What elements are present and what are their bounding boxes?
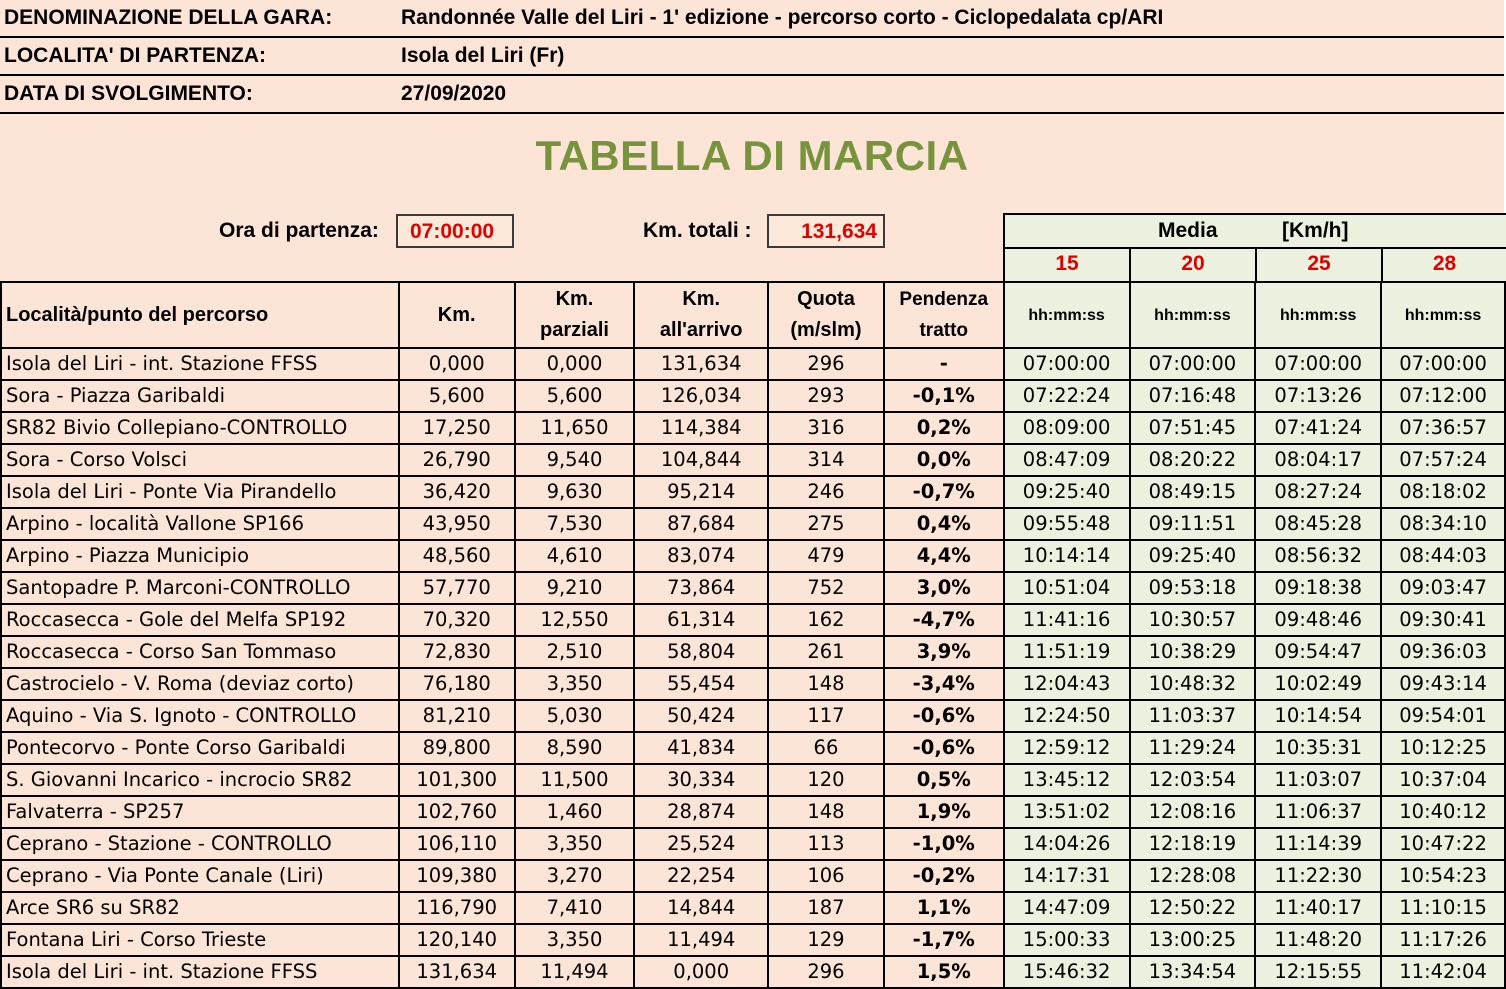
cell-km-parziali[interactable]: 3,350 [515, 924, 635, 956]
cell-time-20[interactable]: 12:28:08 [1130, 860, 1256, 892]
cell-pendenza[interactable]: 3,0% [884, 572, 1004, 604]
cell-time-15[interactable]: 12:59:12 [1004, 732, 1130, 764]
header-quota-line2: (m/slm) [790, 319, 862, 341]
cell-localita[interactable]: Arpino - località Vallone SP166 [1, 508, 399, 540]
cell-localita[interactable]: Pontecorvo - Ponte Corso Garibaldi [1, 732, 399, 764]
cell-time-28[interactable]: 09:36:03 [1381, 636, 1505, 668]
cell-km-arrivo[interactable]: 131,634 [634, 348, 768, 380]
cell-km-arrivo[interactable]: 28,874 [634, 796, 768, 828]
cell-time-25[interactable]: 08:45:28 [1255, 508, 1381, 540]
table-row [1, 828, 1505, 860]
speed-20: 20 [1131, 249, 1257, 283]
cell-km-parziali[interactable]: 11,494 [515, 956, 635, 988]
table-row [1, 604, 1505, 636]
cell-localita[interactable]: Santopadre P. Marconi-CONTROLLO [1, 572, 399, 604]
table-row [1, 380, 1505, 412]
table-row [1, 924, 1505, 956]
media-label: Media [1158, 219, 1218, 242]
cell-time-25[interactable]: 10:35:31 [1255, 732, 1381, 764]
media-header [1003, 213, 1506, 281]
cell-quota[interactable]: 296 [768, 348, 884, 380]
cell-km-arrivo[interactable]: 14,844 [634, 892, 768, 924]
cell-time-28[interactable]: 08:34:10 [1381, 508, 1505, 540]
cell-time-20[interactable]: 10:30:57 [1130, 604, 1256, 636]
cell-time-25[interactable]: 11:03:07 [1255, 764, 1381, 796]
cell-km-parziali[interactable]: 1,460 [515, 796, 635, 828]
cell-time-28[interactable]: 09:43:14 [1381, 668, 1505, 700]
cell-time-20[interactable]: 13:34:54 [1130, 956, 1256, 988]
cell-time-15[interactable]: 14:17:31 [1004, 860, 1130, 892]
info-row-gara [0, 0, 1504, 38]
table-row [1, 956, 1505, 988]
cell-time-25[interactable]: 08:56:32 [1255, 540, 1381, 572]
cell-localita[interactable]: Isola del Liri - Ponte Via Pirandello [1, 476, 399, 508]
cell-km-arrivo[interactable]: 114,384 [634, 412, 768, 444]
cell-localita[interactable]: Aquino - Via S. Ignoto - CONTROLLO [1, 700, 399, 732]
cell-time-20[interactable]: 10:38:29 [1130, 636, 1256, 668]
table-row [1, 860, 1505, 892]
cell-time-20[interactable]: 10:48:32 [1130, 668, 1256, 700]
header-km: Km. [399, 282, 515, 348]
cell-km-parziali[interactable]: 9,630 [515, 476, 635, 508]
km-totali-field[interactable]: 131,634 [767, 214, 885, 248]
cell-time-20[interactable]: 11:03:37 [1130, 700, 1256, 732]
gara-label: DENOMINAZIONE DELLA GARA: [4, 6, 333, 29]
cell-quota[interactable]: 752 [768, 572, 884, 604]
cell-km-parziali[interactable]: 7,530 [515, 508, 635, 540]
media-unit: [Km/h] [1282, 219, 1349, 242]
cell-localita[interactable]: Arce SR6 su SR82 [1, 892, 399, 924]
cell-quota[interactable]: 117 [768, 700, 884, 732]
cell-km[interactable]: 120,140 [399, 924, 515, 956]
partenza-value: Isola del Liri (Fr) [401, 44, 565, 67]
cell-time-20[interactable]: 09:53:18 [1130, 572, 1256, 604]
marcia-table [0, 281, 1506, 989]
cell-time-15[interactable]: 08:47:09 [1004, 444, 1130, 476]
cell-km-parziali[interactable]: 7,410 [515, 892, 635, 924]
cell-km-parziali[interactable]: 5,030 [515, 700, 635, 732]
cell-km[interactable]: 48,560 [399, 540, 515, 572]
cell-pendenza[interactable]: 0,4% [884, 508, 1004, 540]
cell-quota[interactable]: 296 [768, 956, 884, 988]
cell-time-25[interactable]: 09:18:38 [1255, 572, 1381, 604]
km-totali-label: Km. totali : [643, 219, 752, 242]
cell-km-parziali[interactable]: 5,600 [515, 380, 635, 412]
cell-km[interactable]: 109,380 [399, 860, 515, 892]
speed-15: 15 [1005, 249, 1131, 283]
cell-km-parziali[interactable]: 12,550 [515, 604, 635, 636]
cell-time-20[interactable]: 13:00:25 [1130, 924, 1256, 956]
header-km-arrivo-line2: all'arrivo [659, 319, 743, 341]
cell-km[interactable]: 131,634 [399, 956, 515, 988]
cell-km-parziali[interactable]: 11,650 [515, 412, 635, 444]
cell-time-28[interactable]: 08:18:02 [1381, 476, 1505, 508]
cell-pendenza[interactable]: 0,5% [884, 764, 1004, 796]
cell-time-25[interactable]: 09:54:47 [1255, 636, 1381, 668]
cell-time-28[interactable]: 11:10:15 [1381, 892, 1505, 924]
table-row [1, 764, 1505, 796]
cell-time-20[interactable]: 11:29:24 [1130, 732, 1256, 764]
cell-km[interactable]: 43,950 [399, 508, 515, 540]
cell-km[interactable]: 26,790 [399, 444, 515, 476]
cell-km-parziali[interactable]: 8,590 [515, 732, 635, 764]
cell-km-parziali[interactable]: 4,610 [515, 540, 635, 572]
cell-quota[interactable]: 261 [768, 636, 884, 668]
cell-time-15[interactable]: 12:04:43 [1004, 668, 1130, 700]
cell-localita[interactable]: Arpino - Piazza Municipio [1, 540, 399, 572]
cell-quota[interactable]: 66 [768, 732, 884, 764]
cell-time-15[interactable]: 11:41:16 [1004, 604, 1130, 636]
header-km-arrivo [634, 282, 768, 348]
cell-time-25[interactable]: 07:41:24 [1255, 412, 1381, 444]
cell-time-15[interactable]: 15:00:33 [1004, 924, 1130, 956]
cell-time-15[interactable]: 13:45:12 [1004, 764, 1130, 796]
cell-pendenza[interactable]: 1,5% [884, 956, 1004, 988]
table-row [1, 700, 1505, 732]
cell-pendenza[interactable]: -1,0% [884, 828, 1004, 860]
cell-km-parziali[interactable]: 9,210 [515, 572, 635, 604]
cell-km[interactable]: 81,210 [399, 700, 515, 732]
cell-time-28[interactable]: 07:00:00 [1381, 348, 1505, 380]
cell-pendenza[interactable]: -0,6% [884, 700, 1004, 732]
cell-quota[interactable]: 293 [768, 380, 884, 412]
speed-28: 28 [1432, 252, 1457, 275]
cell-km[interactable]: 70,320 [399, 604, 515, 636]
cell-km-arrivo[interactable]: 25,524 [634, 828, 768, 860]
info-row-data [0, 76, 1504, 114]
data-label: DATA DI SVOLGIMENTO: [4, 82, 253, 105]
header-km-arrivo-line1: Km. [682, 288, 721, 310]
cell-time-15[interactable]: 07:00:00 [1004, 348, 1130, 380]
header-time-20: hh:mm:ss [1130, 282, 1256, 348]
cell-km-arrivo[interactable]: 30,334 [634, 764, 768, 796]
cell-time-15[interactable]: 12:24:50 [1004, 700, 1130, 732]
cell-pendenza[interactable]: -0,6% [884, 732, 1004, 764]
table-row [1, 508, 1505, 540]
header-km-parziali [515, 282, 635, 348]
page-title: TABELLA DI MARCIA [535, 132, 969, 179]
cell-localita[interactable]: Isola del Liri - int. Stazione FFSS [1, 956, 399, 988]
speed-25: 25 [1257, 249, 1383, 283]
cell-time-25[interactable]: 11:14:39 [1255, 828, 1381, 860]
cell-time-20[interactable]: 09:25:40 [1130, 540, 1256, 572]
cell-pendenza[interactable]: -4,7% [884, 604, 1004, 636]
table-body [1, 348, 1505, 988]
cell-time-15[interactable]: 09:25:40 [1004, 476, 1130, 508]
cell-pendenza[interactable]: - [884, 348, 1004, 380]
table-row [1, 892, 1505, 924]
cell-km-parziali[interactable]: 0,000 [515, 348, 635, 380]
table-row [1, 412, 1505, 444]
data-value: 27/09/2020 [401, 82, 507, 105]
cell-time-20[interactable]: 07:51:45 [1130, 412, 1256, 444]
cell-km-parziali[interactable]: 2,510 [515, 636, 635, 668]
table-header-row [1, 282, 1505, 348]
media-title [1005, 215, 1506, 249]
cell-quota[interactable]: 148 [768, 668, 884, 700]
cell-time-25[interactable]: 11:48:20 [1255, 924, 1381, 956]
cell-time-15[interactable]: 11:51:19 [1004, 636, 1130, 668]
cell-localita[interactable]: SR82 Bivio Collepiano-CONTROLLO [1, 412, 399, 444]
cell-km-arrivo[interactable]: 83,074 [634, 540, 768, 572]
cell-localita[interactable]: Fontana Liri - Corso Trieste [1, 924, 399, 956]
cell-time-25[interactable]: 11:22:30 [1255, 860, 1381, 892]
cell-km-arrivo[interactable]: 87,684 [634, 508, 768, 540]
cell-pendenza[interactable]: 1,9% [884, 796, 1004, 828]
cell-time-25[interactable]: 11:06:37 [1255, 796, 1381, 828]
cell-pendenza[interactable]: 1,1% [884, 892, 1004, 924]
cell-time-28[interactable]: 07:12:00 [1381, 380, 1505, 412]
cell-pendenza[interactable]: -1,7% [884, 924, 1004, 956]
partenza-label: LOCALITA' DI PARTENZA: [4, 44, 267, 67]
cell-time-20[interactable]: 12:50:22 [1130, 892, 1256, 924]
cell-km-arrivo[interactable]: 95,214 [634, 476, 768, 508]
table-row [1, 796, 1505, 828]
cell-quota[interactable]: 275 [768, 508, 884, 540]
cell-pendenza[interactable]: 3,9% [884, 636, 1004, 668]
cell-time-20[interactable]: 07:00:00 [1130, 348, 1256, 380]
cell-localita[interactable]: Isola del Liri - int. Stazione FFSS [1, 348, 399, 380]
cell-time-28[interactable]: 09:30:41 [1381, 604, 1505, 636]
cell-time-25[interactable]: 08:27:24 [1255, 476, 1381, 508]
cell-km-parziali[interactable]: 3,350 [515, 668, 635, 700]
cell-localita[interactable]: S. Giovanni Incarico - incrocio SR82 [1, 764, 399, 796]
cell-km-arrivo[interactable]: 61,314 [634, 604, 768, 636]
cell-pendenza[interactable]: 0,0% [884, 444, 1004, 476]
cell-localita[interactable]: Roccasecca - Gole del Melfa SP192 [1, 604, 399, 636]
cell-time-25[interactable]: 10:02:49 [1255, 668, 1381, 700]
cell-km[interactable]: 17,250 [399, 412, 515, 444]
cell-time-28[interactable]: 08:44:03 [1381, 540, 1505, 572]
cell-quota[interactable]: 113 [768, 828, 884, 860]
cell-time-28[interactable]: 10:54:23 [1381, 860, 1505, 892]
cell-time-20[interactable]: 08:49:15 [1130, 476, 1256, 508]
cell-time-28[interactable]: 10:47:22 [1381, 828, 1505, 860]
cell-km-parziali[interactable]: 3,270 [515, 860, 635, 892]
cell-time-15[interactable]: 08:09:00 [1004, 412, 1130, 444]
header-quota [768, 282, 884, 348]
cell-pendenza[interactable]: 0,2% [884, 412, 1004, 444]
cell-time-28[interactable]: 10:37:04 [1381, 764, 1505, 796]
cell-time-28[interactable]: 11:42:04 [1381, 956, 1505, 988]
cell-time-20[interactable]: 07:16:48 [1130, 380, 1256, 412]
cell-localita[interactable]: Castrocielo - V. Roma (deviaz corto) [1, 668, 399, 700]
header-pendenza-line2: tratto [919, 320, 969, 341]
cell-time-28[interactable]: 07:57:24 [1381, 444, 1505, 476]
cell-time-25[interactable]: 10:14:54 [1255, 700, 1381, 732]
cell-time-20[interactable]: 09:11:51 [1130, 508, 1256, 540]
header-km-parziali-line2: parziali [540, 319, 609, 341]
cell-km[interactable]: 106,110 [399, 828, 515, 860]
cell-quota[interactable]: 316 [768, 412, 884, 444]
header-pendenza-line1: Pendenza [899, 289, 989, 310]
cell-quota[interactable]: 106 [768, 860, 884, 892]
cell-time-25[interactable]: 07:13:26 [1255, 380, 1381, 412]
cell-km[interactable]: 102,760 [399, 796, 515, 828]
cell-time-15[interactable]: 09:55:48 [1004, 508, 1130, 540]
cell-time-28[interactable]: 09:54:01 [1381, 700, 1505, 732]
cell-time-15[interactable]: 10:14:14 [1004, 540, 1130, 572]
cell-time-25[interactable]: 07:00:00 [1255, 348, 1381, 380]
cell-quota[interactable]: 129 [768, 924, 884, 956]
cell-time-28[interactable]: 07:36:57 [1381, 412, 1505, 444]
cell-time-28[interactable]: 10:12:25 [1381, 732, 1505, 764]
cell-localita[interactable]: Roccasecca - Corso San Tommaso [1, 636, 399, 668]
cell-km[interactable]: 76,180 [399, 668, 515, 700]
cell-quota[interactable]: 246 [768, 476, 884, 508]
cell-quota[interactable]: 314 [768, 444, 884, 476]
cell-time-25[interactable]: 12:15:55 [1255, 956, 1381, 988]
cell-pendenza[interactable]: -3,4% [884, 668, 1004, 700]
cell-km-arrivo[interactable]: 22,254 [634, 860, 768, 892]
header-quota-line1: Quota [797, 288, 855, 310]
cell-km-arrivo[interactable]: 73,864 [634, 572, 768, 604]
cell-time-15[interactable]: 15:46:32 [1004, 956, 1130, 988]
cell-km-arrivo[interactable]: 41,834 [634, 732, 768, 764]
cell-localita[interactable]: Ceprano - Via Ponte Canale (Liri) [1, 860, 399, 892]
header-time-15: hh:mm:ss [1004, 282, 1130, 348]
cell-km-arrivo[interactable]: 0,000 [634, 956, 768, 988]
cell-time-15[interactable]: 14:47:09 [1004, 892, 1130, 924]
cell-quota[interactable]: 479 [768, 540, 884, 572]
cell-time-25[interactable]: 11:40:17 [1255, 892, 1381, 924]
cell-localita[interactable]: Falvaterra - SP257 [1, 796, 399, 828]
header-time-25: hh:mm:ss [1255, 282, 1381, 348]
cell-time-20[interactable]: 12:18:19 [1130, 828, 1256, 860]
cell-time-28[interactable]: 11:17:26 [1381, 924, 1505, 956]
ora-partenza-label: Ora di partenza: [219, 219, 379, 242]
table-row [1, 572, 1505, 604]
cell-km[interactable]: 89,800 [399, 732, 515, 764]
cell-km[interactable]: 72,830 [399, 636, 515, 668]
gara-value: Randonnée Valle del Liri - 1' edizione - percorso corto - Ciclopedalata cp/ARI [401, 6, 1164, 29]
cell-km-arrivo[interactable]: 50,424 [634, 700, 768, 732]
cell-quota[interactable]: 148 [768, 796, 884, 828]
table-row [1, 636, 1505, 668]
cell-km[interactable]: 57,770 [399, 572, 515, 604]
cell-km-arrivo[interactable]: 55,454 [634, 668, 768, 700]
cell-time-15[interactable]: 07:22:24 [1004, 380, 1130, 412]
cell-time-25[interactable]: 09:48:46 [1255, 604, 1381, 636]
cell-km[interactable]: 36,420 [399, 476, 515, 508]
cell-time-28[interactable]: 09:03:47 [1381, 572, 1505, 604]
cell-quota[interactable]: 162 [768, 604, 884, 636]
table-row [1, 444, 1505, 476]
cell-time-15[interactable]: 10:51:04 [1004, 572, 1130, 604]
table-row [1, 348, 1505, 380]
cell-time-28[interactable]: 10:40:12 [1381, 796, 1505, 828]
cell-quota[interactable]: 187 [768, 892, 884, 924]
table-row [1, 668, 1505, 700]
cell-time-20[interactable]: 08:20:22 [1130, 444, 1256, 476]
table-row [1, 476, 1505, 508]
header-time-28: hh:mm:ss [1381, 282, 1505, 348]
ora-partenza-field[interactable]: 07:00:00 [396, 214, 514, 248]
cell-km-arrivo[interactable]: 11,494 [634, 924, 768, 956]
cell-localita[interactable]: Ceprano - Stazione - CONTROLLO [1, 828, 399, 860]
cell-time-15[interactable]: 14:04:26 [1004, 828, 1130, 860]
cell-km[interactable]: 116,790 [399, 892, 515, 924]
cell-pendenza[interactable]: -0,7% [884, 476, 1004, 508]
table-row [1, 540, 1505, 572]
cell-pendenza[interactable]: -0,2% [884, 860, 1004, 892]
cell-km-parziali[interactable]: 11,500 [515, 764, 635, 796]
cell-km-parziali[interactable]: 9,540 [515, 444, 635, 476]
cell-km-arrivo[interactable]: 104,844 [634, 444, 768, 476]
header-pendenza [884, 282, 1004, 348]
table-row [1, 732, 1505, 764]
cell-km[interactable]: 101,300 [399, 764, 515, 796]
cell-pendenza[interactable]: -0,1% [884, 380, 1004, 412]
cell-km-arrivo[interactable]: 58,804 [634, 636, 768, 668]
cell-km[interactable]: 5,600 [399, 380, 515, 412]
cell-km-arrivo[interactable]: 126,034 [634, 380, 768, 412]
cell-quota[interactable]: 120 [768, 764, 884, 796]
cell-time-20[interactable]: 12:03:54 [1130, 764, 1256, 796]
header-localita: Località/punto del percorso [1, 282, 399, 348]
cell-time-25[interactable]: 08:04:17 [1255, 444, 1381, 476]
cell-time-15[interactable]: 13:51:02 [1004, 796, 1130, 828]
cell-time-20[interactable]: 12:08:16 [1130, 796, 1256, 828]
header-km-parziali-line1: Km. [555, 288, 594, 310]
cell-km[interactable]: 0,000 [399, 348, 515, 380]
cell-pendenza[interactable]: 4,4% [884, 540, 1004, 572]
cell-km-parziali[interactable]: 3,350 [515, 828, 635, 860]
cell-localita[interactable]: Sora - Corso Volsci [1, 444, 399, 476]
cell-localita[interactable]: Sora - Piazza Garibaldi [1, 380, 399, 412]
info-row-partenza [0, 38, 1504, 76]
